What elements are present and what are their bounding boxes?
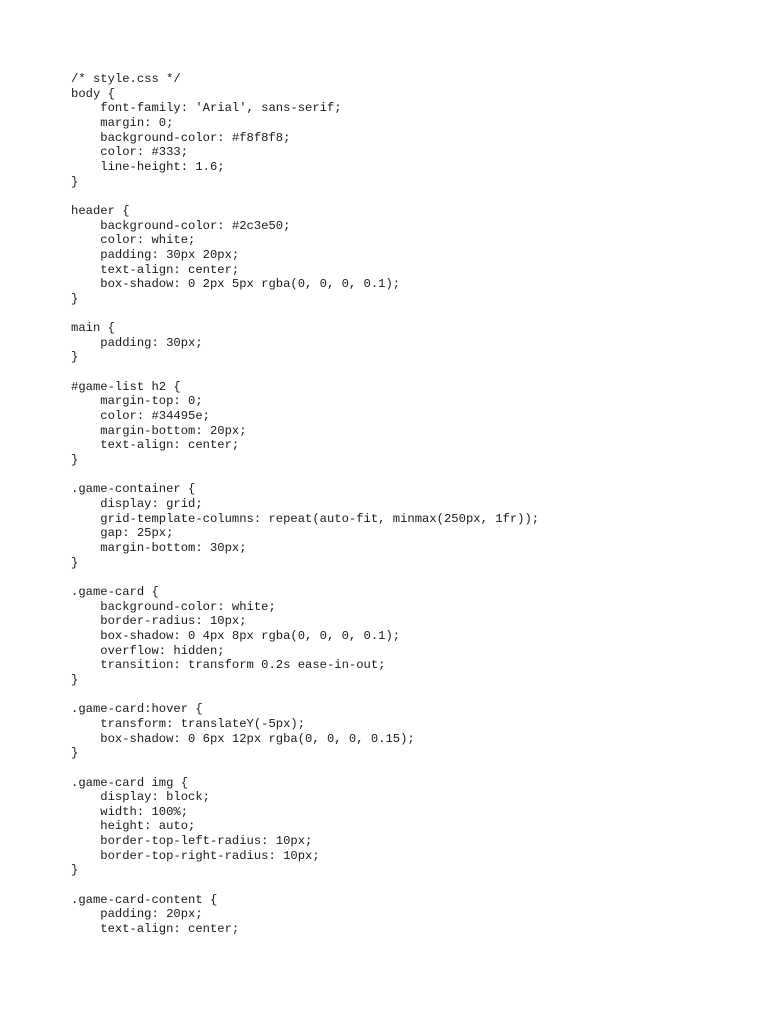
code-line: display: block;: [71, 790, 210, 805]
code-line: line-height: 1.6;: [71, 159, 225, 174]
code-line: .game-card:hover {: [71, 702, 203, 717]
code-line: box-shadow: 0 2px 5px rgba(0, 0, 0, 0.1);: [71, 277, 401, 292]
code-line: #game-list h2 {: [71, 379, 181, 394]
code-line: border-top-right-radius: 10px;: [71, 848, 320, 863]
code-line: }: [71, 174, 79, 189]
code-line: }: [71, 350, 79, 365]
code-line: padding: 30px 20px;: [71, 247, 240, 262]
code-line: overflow: hidden;: [71, 643, 225, 658]
code-line: [71, 688, 751, 703]
code-line: transition: transform 0.2s ease-in-out;: [71, 658, 386, 673]
code-line: text-align: center;: [71, 922, 240, 937]
code-line: width: 100%;: [71, 804, 189, 819]
code-line: gap: 25px;: [71, 526, 174, 541]
code-line: }: [71, 863, 79, 878]
code-line: margin-bottom: 30px;: [71, 541, 247, 555]
code-line: }: [71, 746, 79, 761]
code-line: margin-top: 0;: [71, 394, 203, 409]
code-line: color: #333;: [71, 145, 189, 160]
code-line: box-shadow: 0 6px 12px rgba(0, 0, 0, 0.15);: [71, 731, 415, 746]
code-line: .game-container {: [71, 482, 196, 497]
code-line: [71, 878, 751, 893]
code-line: header {: [71, 203, 130, 218]
code-line: margin: 0;: [71, 115, 174, 130]
code-line: body {: [71, 86, 115, 101]
code-line: display: grid;: [71, 497, 203, 512]
code-line: [71, 570, 751, 585]
code-line: border-radius: 10px;: [71, 614, 247, 629]
code-line: grid-template-columns: repeat(auto-fit, minmax(250px, 1fr));: [71, 511, 540, 526]
code-line: [71, 761, 751, 776]
code-line: transform: translateY(-5px);: [71, 716, 306, 731]
code-line: [71, 365, 751, 380]
code-line: }: [71, 453, 79, 468]
code-line: .game-card-content {: [71, 892, 218, 907]
code-line: font-family: 'Arial', sans-serif;: [71, 101, 342, 116]
code-line: text-align: center;: [71, 438, 240, 453]
code-line: padding: 30px;: [71, 335, 203, 350]
code-line: box-shadow: 0 4px 8px rgba(0, 0, 0, 0.1);: [71, 628, 401, 643]
code-line: padding: 20px;: [71, 907, 203, 922]
code-line: text-align: center;: [71, 262, 240, 277]
code-line: }: [71, 555, 79, 570]
code-line: main {: [71, 321, 115, 336]
code-line: background-color: white;: [71, 599, 276, 614]
code-line: color: white;: [71, 233, 196, 248]
code-line: border-top-left-radius: 10px;: [71, 834, 313, 849]
code-line: background-color: #2c3e50;: [71, 218, 291, 233]
code-line: height: auto;: [71, 819, 196, 834]
code-line: [71, 189, 751, 204]
code-line: background-color: #f8f8f8;: [71, 130, 291, 145]
code-line: /* style.css */: [71, 72, 181, 86]
code-listing: [71, 72, 751, 937]
code-line: .game-card img {: [71, 775, 189, 790]
code-line: margin-bottom: 20px;: [71, 423, 247, 438]
code-line: color: #34495e;: [71, 409, 210, 424]
code-line: }: [71, 291, 79, 306]
code-line: [71, 307, 751, 322]
code-line: .game-card {: [71, 584, 159, 599]
code-line: [71, 468, 751, 483]
code-line: }: [71, 672, 79, 687]
